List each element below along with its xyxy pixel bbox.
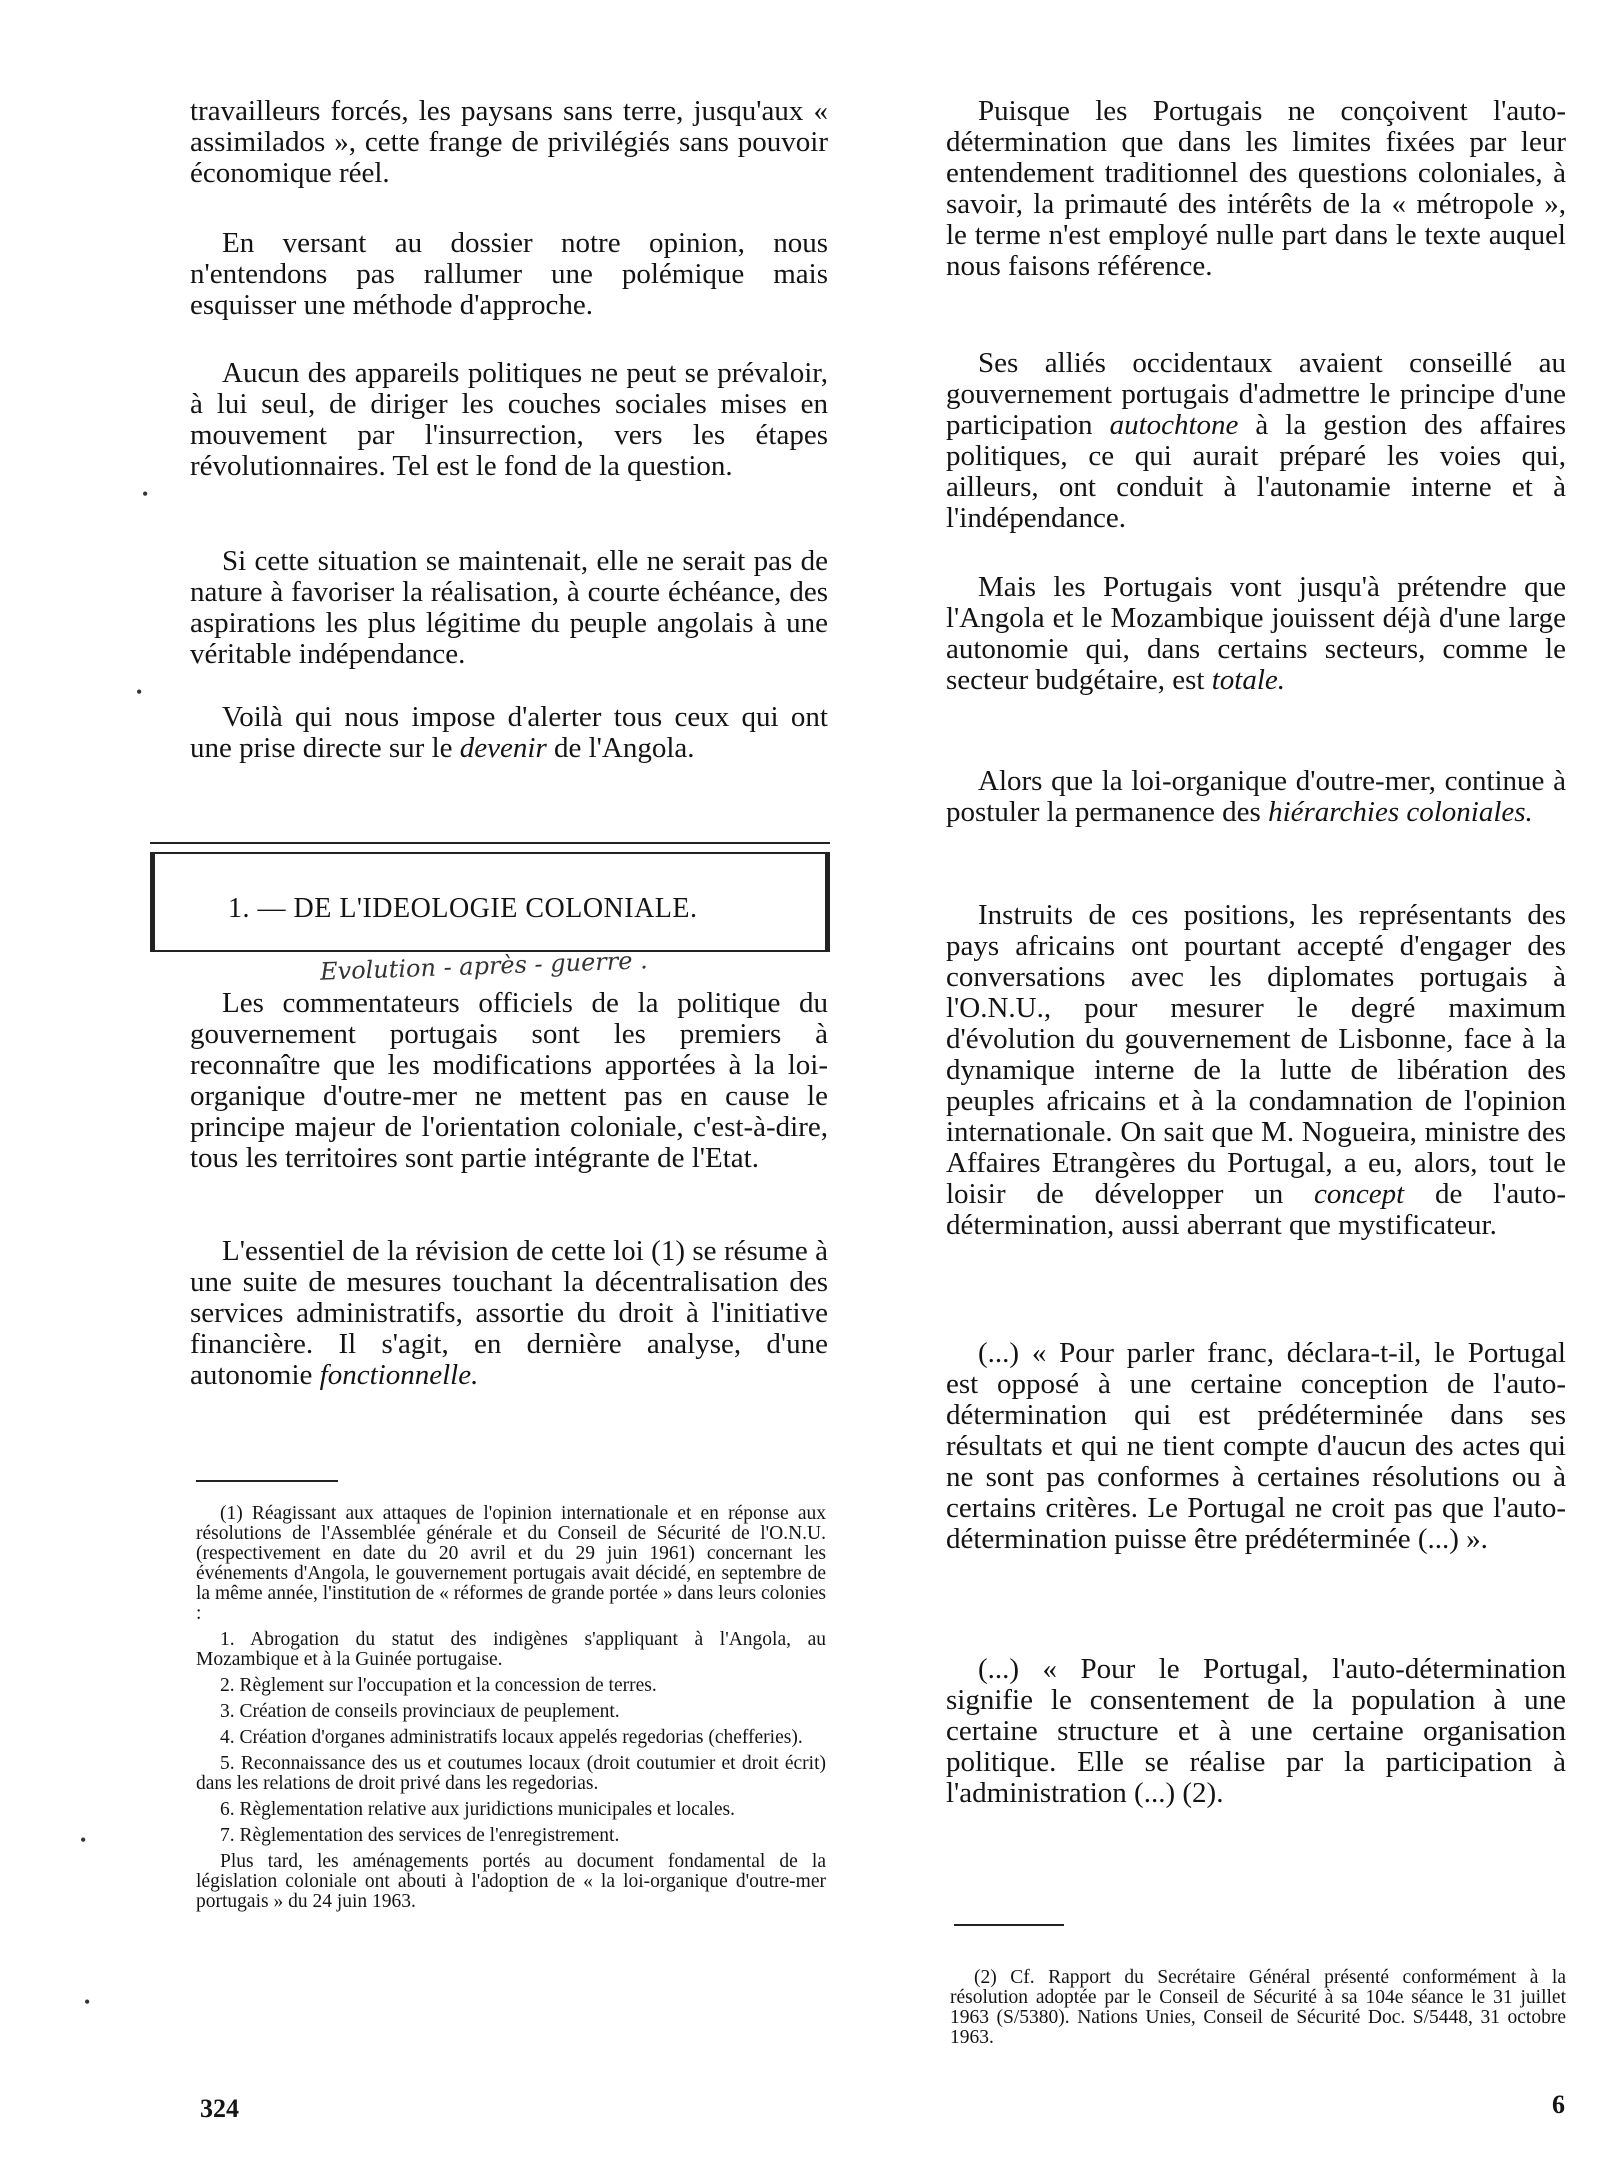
right-paragraph-2-a: Ses alliés occidentaux avaient conseillé au gouvernement portugais d'admettre le principe d'une participation [946, 347, 1566, 441]
left-paragraph-5-a: Voilà qui nous impose d'alerter tous ceux qui ont une prise directe sur le [190, 701, 828, 764]
footnote-1-item: 2. Règlement sur l'occupation et la concession de terres. [220, 1675, 657, 1696]
right-paragraph-4-italic: hiérarchies coloniales. [1268, 796, 1533, 828]
right-paragraph-5 [946, 900, 1566, 1241]
footnote-1 [196, 1504, 826, 1912]
footnote-1-item: 7. Règlementation des services de l'enregistrement. [220, 1825, 620, 1846]
scan-mark: • [80, 1830, 87, 1850]
left-paragraph-6: Les commentateurs officiels de la politique du gouvernement portugais sont les premiers à reconnaître que les modifications apportées à la loi-organique d'outre-mer ne mettent pas en cause le principe majeur de l'orientation coloniale, c'est-à-dire, tous les territoires sont partie intégrante de l'Etat. [190, 987, 828, 1174]
page-number-left: 324 [200, 2094, 239, 2123]
footnote-1-outro: Plus tard, les aménagements portés au document fondamental de la législation coloniale ont abouti à l'adoption de « la loi-organique d'outre-mer portugais » du 24 juin 1963. [196, 1851, 826, 1912]
scan-mark: • [84, 1992, 91, 2012]
footnote-1-item: 5. Reconnaissance des us et coutumes locaux (droit coutumier et droit écrit) dans les relations de droit privé dans les regedorias. [196, 1753, 826, 1794]
footnote-2: (2) Cf. Rapport du Secrétaire Général présenté conformément à la résolution adoptée par le Conseil de Sécurité à sa 104e séance le 31 juillet 1963 (S/5380). Nations Unies, Conseil de Sécurité Doc. S/5448, 31 octobre 1963. [950, 1967, 1566, 2048]
footnote-1-intro: (1) Réagissant aux attaques de l'opinion internationale et en réponse aux résolutions de l'Assemblée générale et du Conseil de Sécurité de l'O.N.U. (respectivement en date du 20 avril et du 29 juin 1961) concernant les événements d'Angola, le gouvernement portugais avait décidé, en septembre de la même année, l'institution de « réformes de grande portée » dans leurs colonies : [196, 1503, 826, 1624]
page-number-right: 6 [1552, 2090, 1565, 2119]
right-paragraph-4-a: Alors que la loi-organique d'outre-mer, continue à postuler la permanence des [946, 765, 1566, 828]
left-paragraph-5-italic: devenir [459, 732, 547, 764]
footnote-1-item: 6. Règlementation relative aux juridictions municipales et locales. [220, 1799, 735, 1820]
left-paragraph-7 [190, 1236, 828, 1391]
footnote-rule-right [954, 1924, 1064, 1926]
footnote-rule-left [196, 1480, 338, 1482]
right-paragraph-5-italic: concept [1313, 1178, 1405, 1210]
left-paragraph-4: Si cette situation se maintenait, elle ne serait pas de nature à favoriser la réalisation, à courte échéance, des aspirations les plus légitime du peuple angolais à une véritable indépendance. [190, 545, 828, 670]
left-paragraph-1: travailleurs forcés, les paysans sans terre, jusqu'aux « assimilados », cette frange de privilégiés sans pouvoir économique réel. [190, 95, 828, 189]
left-paragraph-2: En versant au dossier notre opinion, nous n'entendons pas rallumer une polémique mais esquisser une méthode d'approche. [190, 227, 828, 321]
footnote-1-item: 4. Création d'organes administratifs locaux appelés regedorias (chefferies). [220, 1727, 803, 1748]
right-paragraph-4 [946, 766, 1566, 828]
right-paragraph-1: Puisque les Portugais ne conçoivent l'auto-détermination que dans les limites fixées par leur entendement traditionnel des questions coloniales, à savoir, la primauté des intérêts de la « métropole », le terme n'est employé nulle part dans le texte auquel nous faisons référence. [946, 95, 1566, 282]
right-paragraph-3-italic: totale. [1211, 664, 1286, 696]
heading-top-rule [150, 842, 830, 844]
right-paragraph-2 [946, 348, 1566, 534]
right-paragraph-2-b: à la gestion des affaires politiques, ce qui aurait préparé les voies qui, ailleurs, ont conduit à l'autonamie interne et à l'indépendance. [946, 409, 1567, 534]
handwritten-annotation: Evolution - après - guerre . [319, 946, 649, 986]
footnote-1-item: 1. Abrogation du statut des indigènes s'appliquant à l'Angola, au Mozambique et à la Guinée portugaise. [196, 1629, 826, 1670]
footnote-1-item: 3. Création de conseils provinciaux de peuplement. [220, 1701, 620, 1722]
right-paragraph-6: (...) « Pour parler franc, déclara-t-il, le Portugal est opposé à une certaine conception de l'auto-détermination qui est prédéterminée dans ses résultats et qui ne tient compte d'aucun des actes qui ne sont pas conformes à certaines résolutions ou à certains critères. Le Portugal ne croit pas que l'auto-détermination puisse être prédéterminée (...) ». [946, 1337, 1566, 1555]
right-paragraph-3-a: Mais les Portugais vont jusqu'à prétendre que l'Angola et le Mozambique jouissent déjà d'une large autonomie qui, dans certains secteurs, comme le secteur budgétaire, est [946, 571, 1566, 696]
left-paragraph-5-b: de l'Angola. [546, 732, 695, 764]
scan-mark: • [142, 484, 149, 504]
right-paragraph-5-a: Instruits de ces positions, les représentants des pays africains ont pourtant accepté d'engager des conversations avec les diplomates portugais à l'O.N.U., pour mesurer le degré maximum d'évolution du gouvernement de Lisbonne, face à la dynamique interne de la lutte de libération des peuples africains et à la condamnation de l'opinion internationale. On sait que M. Nogueira, ministre des Affaires Etrangères du Portugal, a eu, alors, tout le loisir de développer un [946, 899, 1566, 1210]
right-paragraph-7: (...) « Pour le Portugal, l'auto-détermination signifie le consentement de la population à une certaine structure et à une certaine organisation politique. Elle se réalise par la participation à l'administration (...) (2). [946, 1653, 1566, 1809]
right-paragraph-5-b: de l'auto-détermination, aussi aberrant que mystificateur. [946, 1178, 1566, 1241]
left-paragraph-7-a: L'essentiel de la révision de cette loi (1) se résume à une suite de mesures touchant la décentralisation des services administratifs, assortie du droit à l'initiative financière. Il s'agit, en dernière analyse, d'une autonomie [190, 1235, 828, 1391]
left-paragraph-3: Aucun des appareils politiques ne peut se prévaloir, à lui seul, de diriger les couches sociales mises en mouvement par l'insurrection, vers les étapes révolutionnaires. Tel est le fond de la question. [190, 357, 828, 482]
right-paragraph-3 [946, 572, 1566, 696]
right-paragraph-2-italic: autochtone [1109, 409, 1239, 441]
left-paragraph-7-italic: fonctionnelle. [319, 1359, 479, 1391]
scan-mark: • [136, 682, 143, 702]
left-paragraph-5 [190, 702, 828, 764]
section-heading: 1. — DE L'IDEOLOGIE COLONIALE. [228, 893, 698, 924]
